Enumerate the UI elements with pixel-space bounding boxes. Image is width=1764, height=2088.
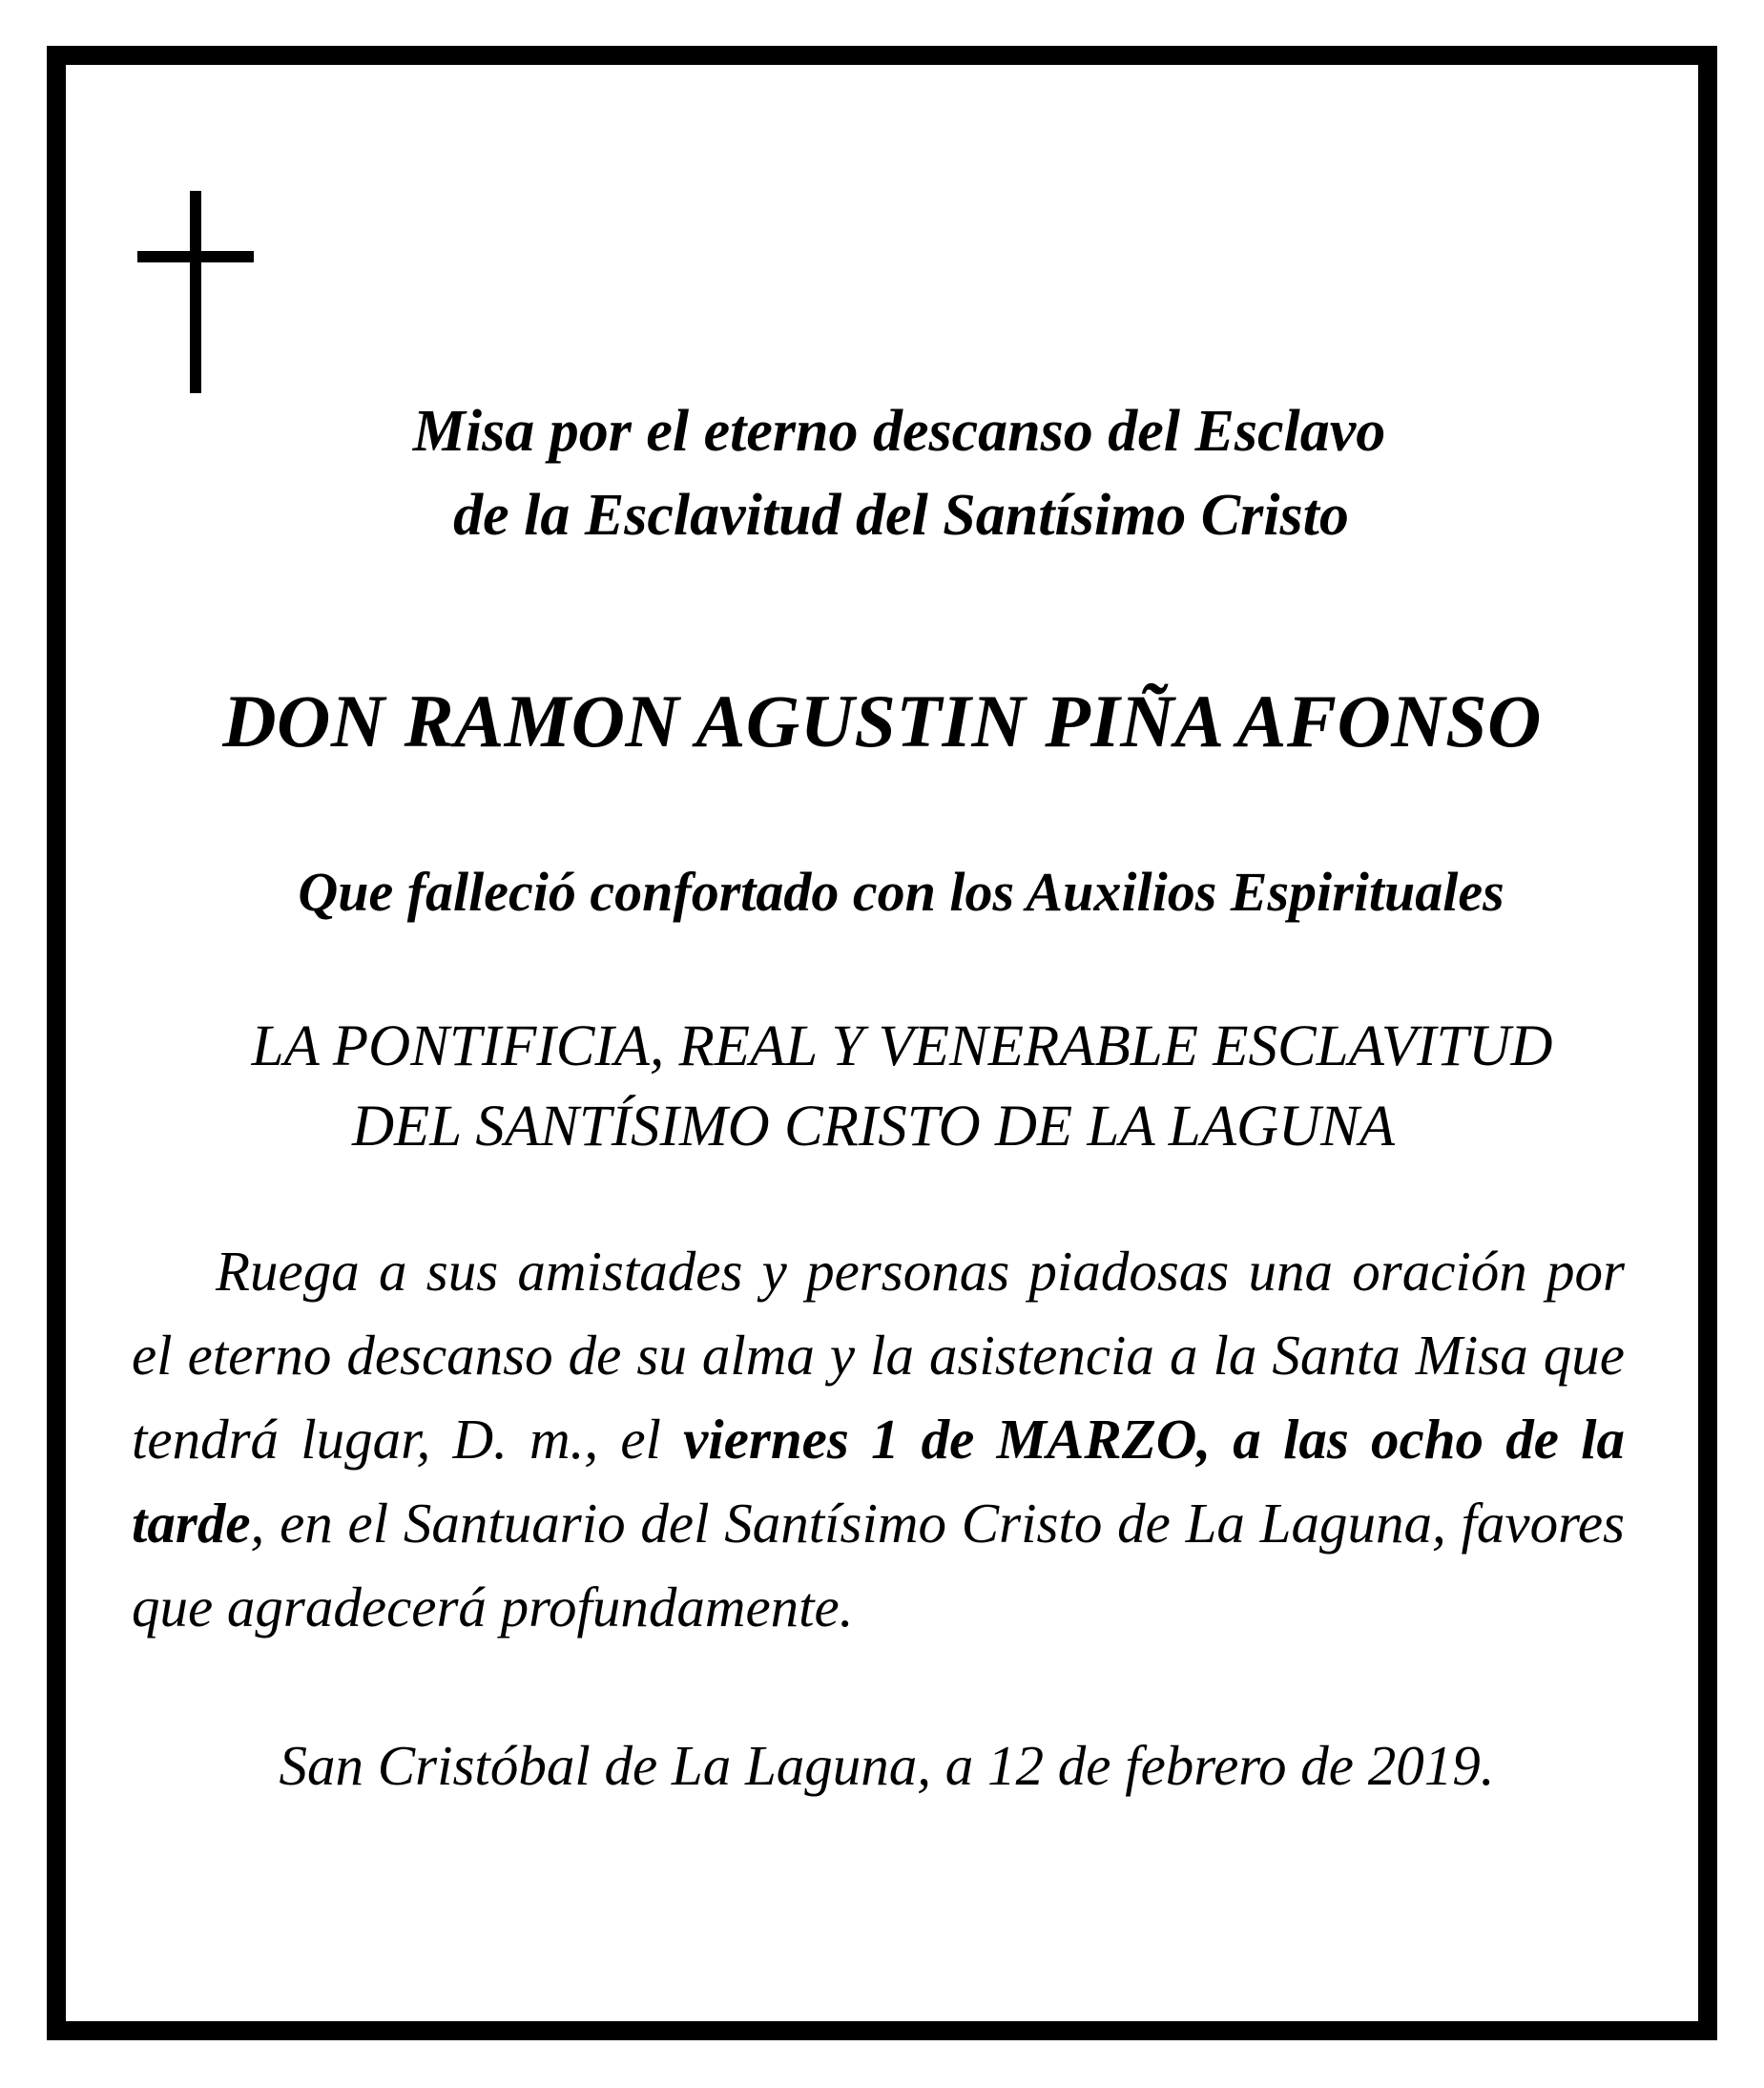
invitation-text-start: Ruega a sus amistades y personas piadosas una oración por el eterno descanso de su alma y la asistencia a la Santa Misa que tendrá lugar, D. m., el (132, 1240, 1625, 1471)
intro-line-1: Misa por el eterno descanso del Esclavo (412, 399, 1386, 464)
invitation-paragraph (132, 1229, 1625, 1649)
invitation-text-end: , en el Santuario del Santísimo Cristo de La Laguna, favores que agradecerá profundamente. (132, 1492, 1625, 1639)
mass-intro-heading (0, 389, 1764, 557)
latin-cross-icon (137, 191, 254, 393)
comfort-line: Que falleció confortado con los Auxilios Espirituales (298, 861, 1505, 923)
organization-line-1: LA PONTIFICIA, REAL Y VENERABLE ESCLAVITUD (251, 1014, 1553, 1078)
mass-date-time: viernes 1 de MARZO, a las ocho de la tarde (132, 1408, 1625, 1555)
deceased-name: DON RAMON AGUSTIN PIÑA AFONSO (222, 679, 1542, 762)
organization-line-2: DEL SANTÍSIMO CRISTO DE LA LAGUNA (351, 1095, 1396, 1159)
place-and-date: San Cristóbal de La Laguna, a 12 de febrero de 2019. (279, 1734, 1495, 1797)
organization-name (0, 1007, 1764, 1167)
intro-line-2: de la Esclavitud del Santísimo Cristo (453, 483, 1349, 548)
